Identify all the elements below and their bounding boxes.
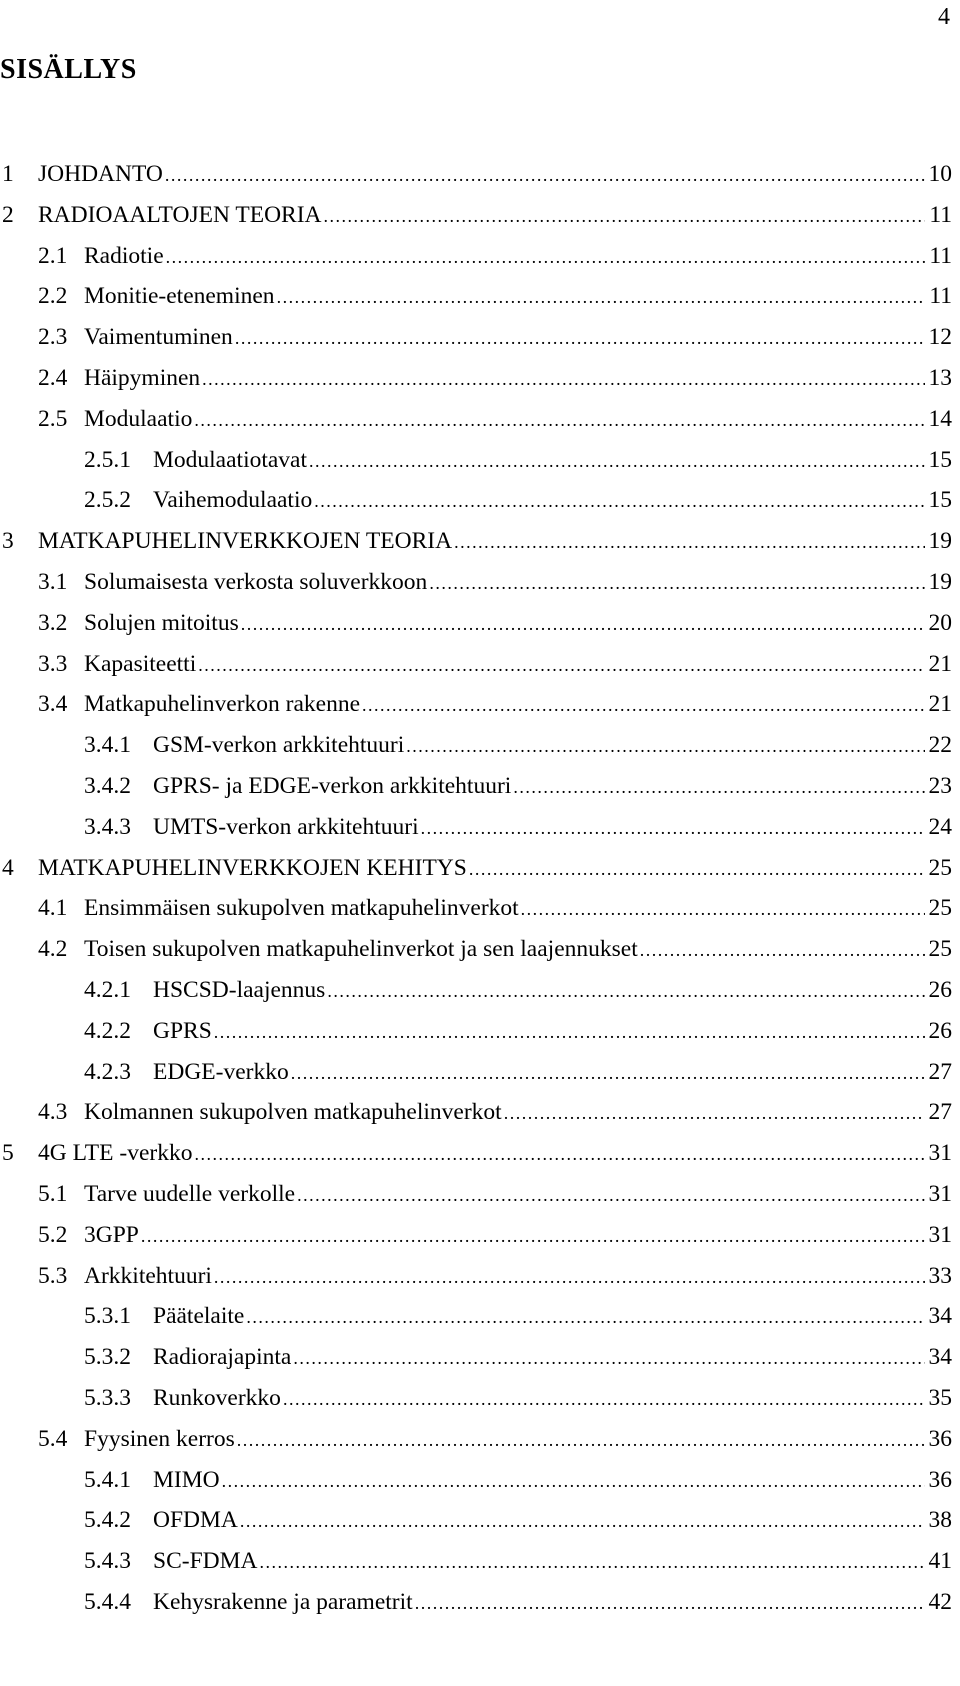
toc-entry-number: 3.1 [38,568,68,595]
toc-entry-number: 3 [2,528,14,555]
toc-entry-page: 36 [928,1425,952,1452]
toc-entry-page: 26 [928,976,952,1003]
toc-dot-leader [235,318,925,358]
toc-entry-page: 41 [928,1548,952,1575]
toc-entry-title: Kolmannen sukupolven matkapuhelinverkot [84,1099,502,1126]
toc-dot-leader [165,155,925,195]
toc-entry-number: 5.4.3 [84,1548,131,1575]
toc-entry[interactable] [0,236,960,277]
toc-entry-number: 3.4.3 [84,813,131,840]
toc-entry[interactable] [0,1419,960,1460]
toc-entry[interactable] [0,929,960,970]
toc-entry-title: Modulaatio [84,405,193,432]
toc-dot-leader [297,1175,924,1215]
toc-entry-number: 5.4 [38,1425,68,1452]
toc-entry-title: GPRS [153,1017,212,1044]
toc-entry-title: Päätelaite [153,1303,245,1330]
toc-entry[interactable] [0,1215,960,1256]
toc-entry-title: MATKAPUHELINVERKKOJEN KEHITYS [38,854,467,881]
toc-entry-page: 34 [928,1303,952,1330]
toc-entry-page: 22 [928,732,952,759]
toc-entry-number: 2 [2,201,14,228]
toc-entry[interactable] [0,1378,960,1419]
toc-entry-title: GSM-verkon arkkitehtuuri [153,732,405,759]
toc-entry[interactable] [0,1460,960,1501]
toc-entry[interactable] [0,440,960,481]
toc-entry-number: 4 [2,854,14,881]
toc-dot-leader [406,726,924,766]
toc-entry-page: 19 [928,568,952,595]
toc-entry-number: 5.3.1 [84,1303,131,1330]
toc-entry-number: 5 [2,1140,14,1167]
toc-entry[interactable] [0,766,960,807]
toc-dot-leader [421,808,925,848]
toc-entry-page: 35 [928,1384,952,1411]
toc-entry-number: 3.4.1 [84,732,131,759]
toc-dot-leader [362,685,924,725]
toc-entry[interactable] [0,521,960,562]
toc-entry[interactable] [0,195,960,236]
toc-entry-title: Kapasiteetti [84,650,197,677]
toc-dot-leader [640,930,925,970]
toc-entry-title: Modulaatiotavat [153,446,308,473]
toc-entry-title: Fyysinen kerros [84,1425,235,1452]
toc-entry-title: UMTS-verkon arkkitehtuuri [153,813,419,840]
toc-entry-page: 34 [928,1344,952,1371]
toc-entry[interactable] [0,888,960,929]
toc-entry-page: 31 [928,1221,952,1248]
toc-entry-title: Kehysrakenne ja parametrit [153,1588,413,1615]
toc-dot-leader [429,563,924,603]
toc-entry-title: Toisen sukupolven matkapuhelinverkot ja sen laajennukset [84,936,638,963]
toc-entry-title: HSCSD-laajennus [153,976,326,1003]
toc-entry-title: Runkoverkko [153,1384,281,1411]
toc-entry[interactable] [0,399,960,440]
toc-dot-leader [166,237,926,277]
toc-dot-leader [198,645,924,685]
toc-entry-number: 3.4.2 [84,772,131,799]
toc-entry-page: 21 [928,691,952,718]
toc-entry[interactable] [0,644,960,685]
toc-entry[interactable] [0,1011,960,1052]
toc-entry-number: 5.4.4 [84,1588,131,1615]
toc-entry-title: Häipyminen [84,364,201,391]
toc-entry-title: MIMO [153,1466,220,1493]
toc-dot-leader [469,849,925,889]
toc-entry-page: 11 [929,201,952,228]
toc-entry-title: Vaimentuminen [84,324,233,351]
toc-dot-leader [202,359,924,399]
toc-entry[interactable] [0,276,960,317]
toc-entry[interactable] [0,1256,960,1297]
toc-entry-page: 25 [928,936,952,963]
toc-entry-title: RADIOAALTOJEN TEORIA [38,201,322,228]
toc-entry-title: Solumaisesta verkosta soluverkkoon [84,568,428,595]
toc-entry-title: Radiorajapinta [153,1344,292,1371]
toc-entry-number: 2.5.1 [84,446,131,473]
toc-entry-number: 3.3 [38,650,68,677]
toc-dot-leader [246,1297,924,1337]
toc-entry-page: 26 [928,1017,952,1044]
toc-entry[interactable] [0,358,960,399]
toc-entry[interactable] [0,1582,960,1623]
toc-entry-page: 21 [928,650,952,677]
toc-entry-page: 42 [928,1588,952,1615]
toc-entry-title: SC-FDMA [153,1548,258,1575]
toc-entry-number: 5.3.2 [84,1344,131,1371]
toc-entry-page: 25 [928,895,952,922]
toc-dot-leader [194,400,924,440]
toc-entry-number: 5.2 [38,1221,68,1248]
toc-title: SISÄLLYS [0,54,137,85]
toc-dot-leader [324,196,926,236]
toc-entry-page: 11 [929,242,952,269]
toc-entry-page: 25 [928,854,952,881]
toc-entry-number: 2.5 [38,405,68,432]
toc-dot-leader [521,889,925,929]
table-of-contents [0,154,960,1623]
toc-entry-title: Radiotie [84,242,164,269]
toc-entry[interactable] [0,970,960,1011]
toc-entry-number: 4.1 [38,895,68,922]
toc-entry-number: 3.4 [38,691,68,718]
toc-dot-leader [194,1134,924,1174]
toc-entry-number: 5.3 [38,1262,68,1289]
toc-entry[interactable] [0,1337,960,1378]
toc-dot-leader [259,1542,924,1582]
toc-entry-page: 24 [928,813,952,840]
toc-entry-page: 11 [929,283,952,310]
toc-entry-page: 31 [928,1180,952,1207]
toc-dot-leader [415,1583,925,1623]
toc-entry[interactable] [0,1296,960,1337]
toc-entry[interactable] [0,1500,960,1541]
toc-dot-leader [283,1379,925,1419]
toc-entry[interactable] [0,1133,960,1174]
toc-entry-title: JOHDANTO [38,161,163,187]
toc-dot-leader [454,522,924,562]
toc-dot-leader [241,604,925,644]
toc-dot-leader [277,277,926,317]
toc-entry-number: 4.2.1 [84,976,131,1003]
toc-entry-number: 4.2.2 [84,1017,131,1044]
toc-entry-title: Vaihemodulaatio [153,487,313,514]
toc-entry-page: 13 [928,364,952,391]
toc-entry-number: 2.1 [38,242,68,269]
toc-entry-number: 2.4 [38,364,68,391]
toc-dot-leader [504,1093,925,1133]
toc-entry-page: 38 [928,1507,952,1534]
toc-entry-number: 4.3 [38,1099,68,1126]
toc-entry-title: EDGE-verkko [153,1058,289,1085]
toc-entry-title: Ensimmäisen sukupolven matkapuhelinverkot [84,895,519,922]
toc-entry-number: 5.1 [38,1180,68,1207]
toc-dot-leader [141,1216,925,1256]
toc-dot-leader [291,1053,925,1093]
toc-dot-leader [222,1461,925,1501]
toc-entry-page: 12 [928,324,952,351]
toc-entry-number: 5.4.2 [84,1507,131,1534]
toc-entry[interactable] [0,1174,960,1215]
toc-dot-leader [327,971,924,1011]
toc-dot-leader [214,1257,925,1297]
toc-dot-leader [513,767,924,807]
toc-entry-title: 3GPP [84,1221,139,1248]
page-number: 4 [938,4,950,30]
toc-entry-page: 15 [928,487,952,514]
toc-entry-page: 27 [928,1058,952,1085]
toc-entry-title: MATKAPUHELINVERKKOJEN TEORIA [38,528,453,555]
toc-entry-title: Arkkitehtuuri [84,1262,212,1289]
toc-dot-leader [293,1338,924,1378]
toc-entry-number: 2.3 [38,324,68,351]
toc-entry-page: 19 [928,528,952,555]
toc-entry-page: 10 [928,161,952,187]
toc-entry-title: 4G LTE -verkko [38,1140,193,1167]
toc-entry-title: GPRS- ja EDGE-verkon arkkitehtuuri [153,772,512,799]
toc-entry-title: Matkapuhelinverkon rakenne [84,691,361,718]
toc-entry-page: 20 [928,609,952,636]
toc-dot-leader [237,1420,925,1460]
toc-dot-leader [214,1012,925,1052]
toc-entry[interactable] [0,317,960,358]
toc-entry[interactable] [0,480,960,521]
toc-entry-number: 4.2 [38,936,68,963]
toc-entry[interactable] [0,562,960,603]
toc-entry-number: 2.2 [38,283,68,310]
toc-entry-page: 33 [928,1262,952,1289]
toc-entry-page: 27 [928,1099,952,1126]
toc-entry[interactable] [0,1541,960,1582]
toc-entry[interactable] [0,807,960,848]
toc-dot-leader [309,441,924,481]
toc-entry[interactable] [0,848,960,889]
toc-entry[interactable] [0,725,960,766]
toc-entry[interactable] [0,603,960,644]
toc-entry[interactable] [0,1052,960,1093]
toc-entry-page: 14 [928,405,952,432]
toc-entry-page: 31 [928,1140,952,1167]
toc-dot-leader [314,481,924,521]
toc-entry-title: OFDMA [153,1507,238,1534]
toc-entry-title: Tarve uudelle verkolle [84,1180,296,1207]
toc-entry-page: 15 [928,446,952,473]
toc-entry-number: 5.4.1 [84,1466,131,1493]
toc-entry-number: 5.3.3 [84,1384,131,1411]
toc-dot-leader [240,1501,925,1541]
toc-entry[interactable] [0,684,960,725]
toc-entry-title: Monitie-eteneminen [84,283,275,310]
toc-entry-title: Solujen mitoitus [84,609,239,636]
toc-entry-number: 3.2 [38,609,68,636]
toc-entry-number: 2.5.2 [84,487,131,514]
toc-entry-page: 36 [928,1466,952,1493]
toc-entry-number: 1 [2,161,14,187]
toc-entry-number: 4.2.3 [84,1058,131,1085]
toc-entry[interactable] [0,154,960,195]
toc-entry-page: 23 [928,772,952,799]
toc-entry[interactable] [0,1092,960,1133]
